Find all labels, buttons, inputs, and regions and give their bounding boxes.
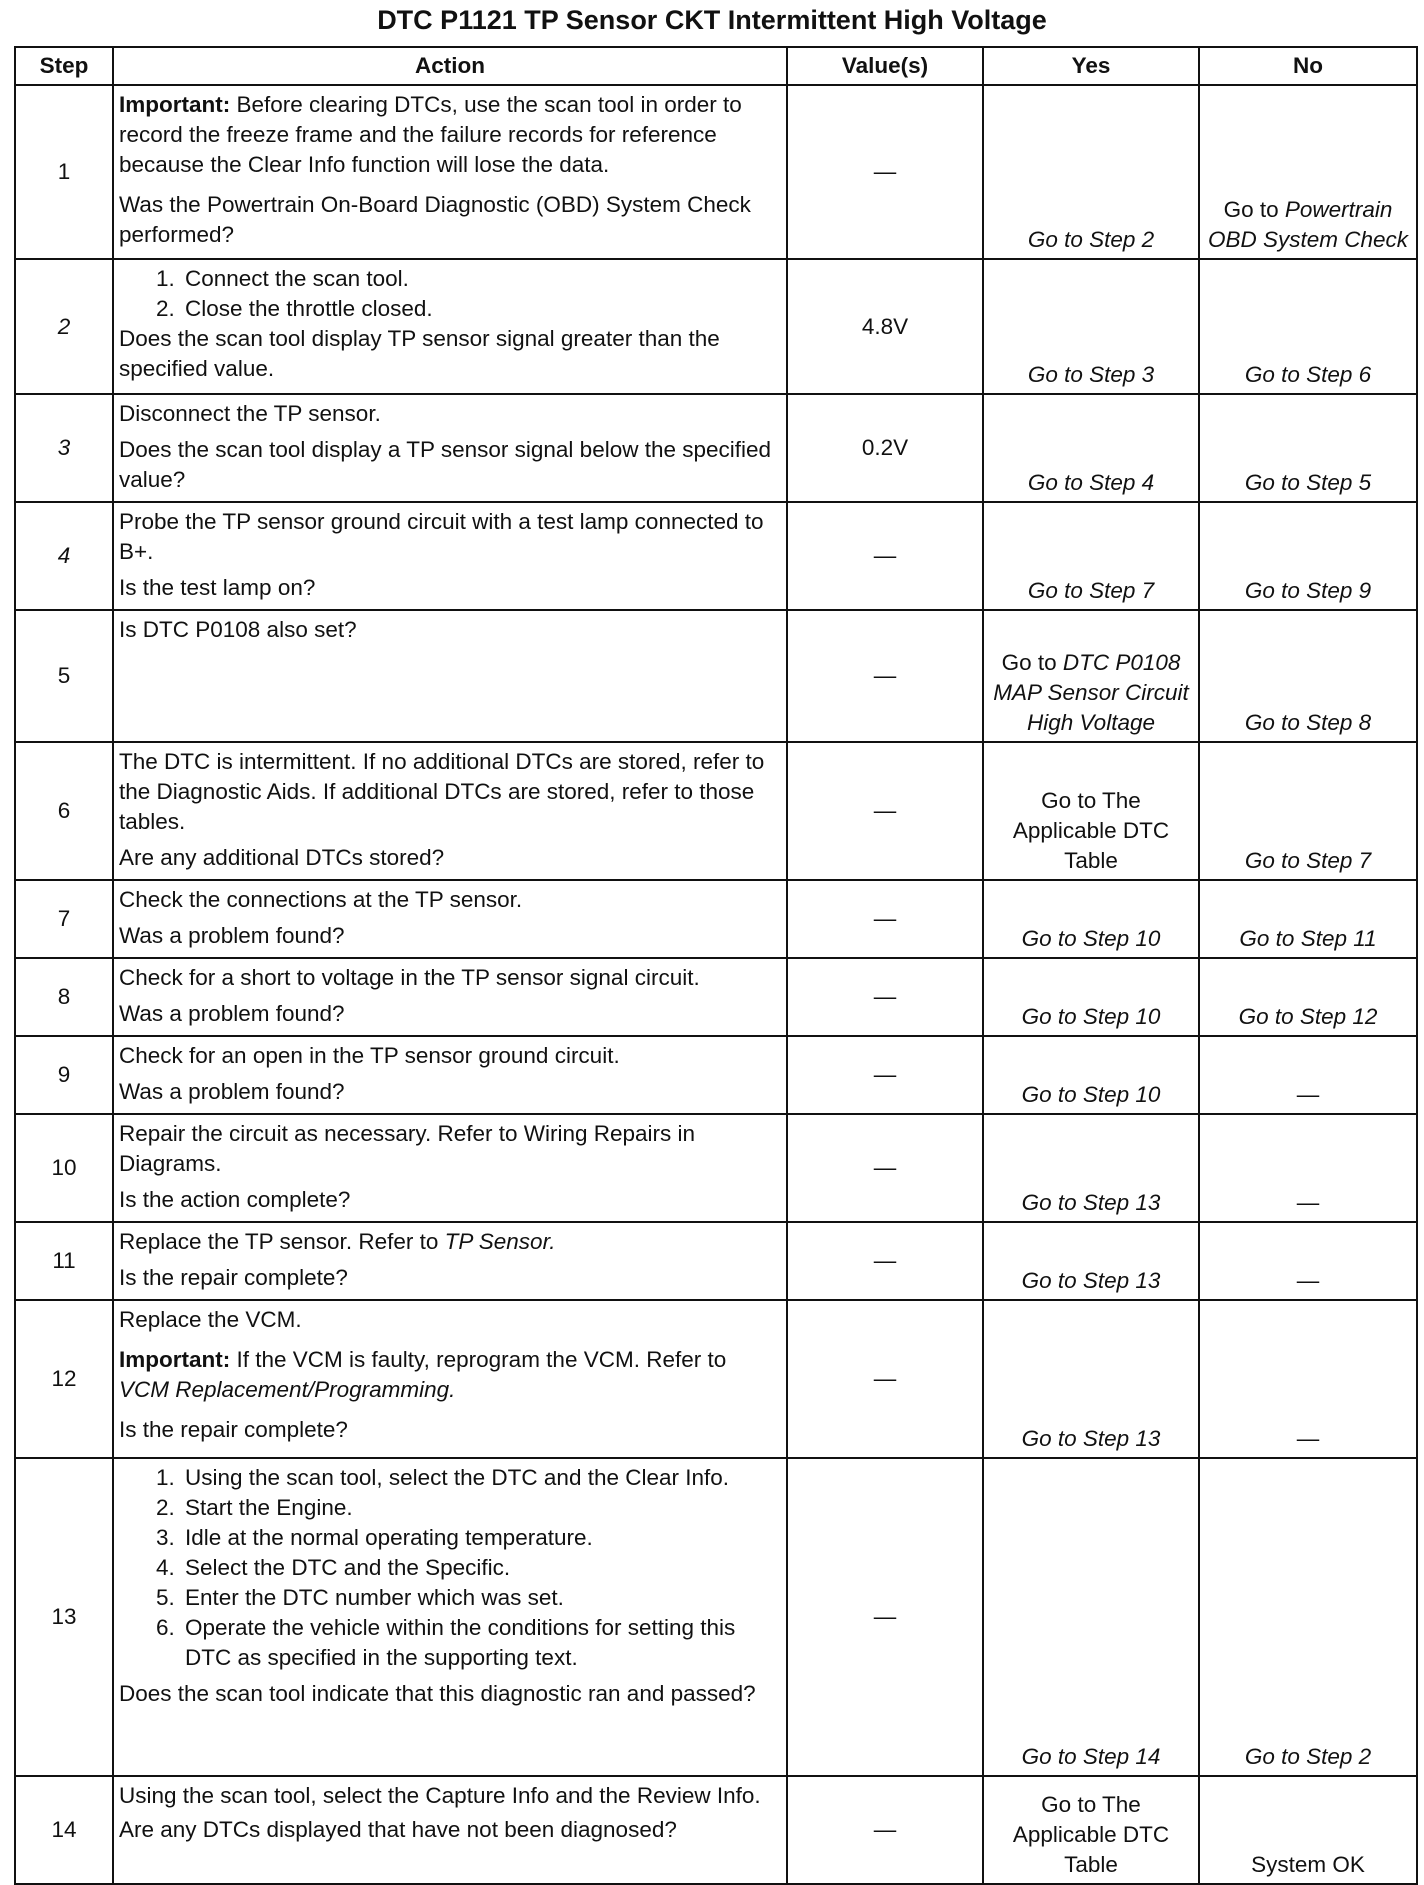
no-cell: Go to Step 8 [1199, 610, 1417, 742]
no-cell: — [1199, 1114, 1417, 1222]
action-text: Using the scan tool, select the Capture Info and the Review Info. [119, 1783, 761, 1808]
value-cell: 4.8V [787, 259, 983, 394]
header-step: Step [15, 47, 113, 85]
important-label: Important: [119, 92, 231, 117]
value-cell: — [787, 880, 983, 958]
action-cell [113, 1114, 787, 1222]
value-cell: — [787, 958, 983, 1036]
header-yes: Yes [983, 47, 1199, 85]
value-cell: — [787, 85, 983, 259]
step-number: 10 [15, 1114, 113, 1222]
action-cell [113, 502, 787, 610]
step-number: 2 [15, 259, 113, 394]
action-question: Is the test lamp on? [119, 575, 316, 600]
value-cell: — [787, 1458, 983, 1776]
action-question: Does the scan tool display TP sensor signal greater than the specified value. [119, 326, 720, 381]
yes-cell: Go to Step 10 [983, 958, 1199, 1036]
value-cell: — [787, 1036, 983, 1114]
action-list [119, 264, 781, 324]
yes-prefix: Go to [1001, 650, 1063, 675]
no-prefix: Go to [1223, 197, 1285, 222]
no-cell: — [1199, 1300, 1417, 1458]
table-row [15, 1300, 1417, 1458]
yes-cell: Go to The Applicable DTC Table [983, 742, 1199, 880]
table-row [15, 394, 1417, 502]
value-cell: — [787, 742, 983, 880]
action-question: Was a problem found? [119, 1001, 345, 1026]
no-cell: — [1199, 1222, 1417, 1300]
action-question: Was a problem found? [119, 923, 345, 948]
list-item: 3. Idle at the normal operating temperature. [181, 1523, 781, 1553]
important-link: VCM Replacement/Programming. [119, 1377, 456, 1402]
action-text [119, 1227, 781, 1257]
action-question: Does the scan tool display a TP sensor signal below the specified value? [119, 437, 772, 492]
yes-cell: Go to Step 13 [983, 1300, 1199, 1458]
yes-cell: Go to Step 13 [983, 1114, 1199, 1222]
action-cell [113, 958, 787, 1036]
step-number: 12 [15, 1300, 113, 1458]
step-number: 7 [15, 880, 113, 958]
list-item: 6. Operate the vehicle within the conditions for setting this DTC as specified in the supporting text. [181, 1613, 781, 1673]
important-note [119, 1345, 781, 1405]
yes-cell: Go to The Applicable DTC Table [983, 1776, 1199, 1884]
action-cell [113, 1222, 787, 1300]
table-row [15, 610, 1417, 742]
action-text-link: TP Sensor. [444, 1229, 556, 1254]
yes-cell: Go to Step 7 [983, 502, 1199, 610]
action-question: Was the Powertrain On-Board Diagnostic (OBD) System Check performed? [119, 192, 751, 247]
value-cell: — [787, 1114, 983, 1222]
value-cell: — [787, 1776, 983, 1884]
value-cell: — [787, 1300, 983, 1458]
action-text: Check the connections at the TP sensor. [119, 887, 523, 912]
step-number: 11 [15, 1222, 113, 1300]
yes-cell: Go to Step 14 [983, 1458, 1199, 1776]
action-question: Is the repair complete? [119, 1265, 348, 1290]
yes-cell: Go to Step 3 [983, 259, 1199, 394]
action-text: Check for a short to voltage in the TP sensor signal circuit. [119, 965, 700, 990]
action-cell [113, 610, 787, 742]
yes-cell: Go to Step 10 [983, 1036, 1199, 1114]
yes-cell: Go to Step 13 [983, 1222, 1199, 1300]
table-row [15, 1036, 1417, 1114]
action-cell [113, 259, 787, 394]
no-cell: Go to Step 2 [1199, 1458, 1417, 1776]
no-link: Powertrain OBD System Check [1207, 197, 1409, 252]
no-cell: Go to Step 12 [1199, 958, 1417, 1036]
table-row [15, 880, 1417, 958]
table-row [15, 1776, 1417, 1884]
action-cell [113, 394, 787, 502]
yes-cell [983, 610, 1199, 742]
list-item: 4. Select the DTC and the Specific. [181, 1553, 781, 1583]
table-row [15, 742, 1417, 880]
no-cell [1199, 85, 1417, 259]
step-number: 3 [15, 394, 113, 502]
action-text: Disconnect the TP sensor. [119, 401, 381, 426]
value-cell: — [787, 610, 983, 742]
action-text: Check for an open in the TP sensor ground circuit. [119, 1043, 620, 1068]
no-cell: Go to Step 5 [1199, 394, 1417, 502]
important-text: If the VCM is faulty, reprogram the VCM. Refer to [230, 1347, 727, 1372]
header-action: Action [113, 47, 787, 85]
value-cell: — [787, 502, 983, 610]
list-item: 5. Enter the DTC number which was set. [181, 1583, 781, 1613]
no-cell: System OK [1199, 1776, 1417, 1884]
action-cell [113, 1036, 787, 1114]
table-row [15, 1222, 1417, 1300]
no-cell: Go to Step 6 [1199, 259, 1417, 394]
action-question: Is the repair complete? [119, 1417, 348, 1442]
table-row [15, 85, 1417, 259]
header-row [15, 47, 1417, 85]
no-cell: — [1199, 1036, 1417, 1114]
step-number: 5 [15, 610, 113, 742]
action-cell [113, 1458, 787, 1776]
action-text: Probe the TP sensor ground circuit with a test lamp connected to B+. [119, 509, 764, 564]
list-item: 1. Connect the scan tool. [181, 264, 781, 294]
action-text: Replace the VCM. [119, 1307, 302, 1332]
action-question: Does the scan tool indicate that this diagnostic ran and passed? [119, 1681, 756, 1706]
no-cell: Go to Step 9 [1199, 502, 1417, 610]
action-question: Was a problem found? [119, 1079, 345, 1104]
dtc-table [14, 46, 1418, 1885]
step-number: 13 [15, 1458, 113, 1776]
step-number: 8 [15, 958, 113, 1036]
action-list [119, 1463, 781, 1673]
action-cell [113, 1776, 787, 1884]
important-text: Before clearing DTCs, use the scan tool in order to record the freeze frame and the failure records for reference because the Clear Info function will lose the data. [119, 92, 742, 177]
header-values: Value(s) [787, 47, 983, 85]
step-number: 9 [15, 1036, 113, 1114]
value-cell: 0.2V [787, 394, 983, 502]
no-cell: Go to Step 11 [1199, 880, 1417, 958]
action-text: The DTC is intermittent. If no additional DTCs are stored, refer to the Diagnostic Aids. If additional DTCs are stored, refer to those tables. [119, 749, 765, 834]
action-question: Is the action complete? [119, 1187, 351, 1212]
table-row [15, 502, 1417, 610]
yes-link: DTC P0108 MAP Sensor Circuit High Voltage [993, 650, 1189, 735]
action-question: Are any additional DTCs stored? [119, 845, 445, 870]
action-cell [113, 85, 787, 259]
action-text-prefix: Replace the TP sensor. Refer to [119, 1229, 445, 1254]
important-note [119, 90, 781, 180]
action-cell [113, 1300, 787, 1458]
step-number: 14 [15, 1776, 113, 1884]
yes-cell: Go to Step 2 [983, 85, 1199, 259]
step-number: 4 [15, 502, 113, 610]
step-number: 6 [15, 742, 113, 880]
yes-cell: Go to Step 4 [983, 394, 1199, 502]
yes-cell: Go to Step 10 [983, 880, 1199, 958]
list-item: 2. Start the Engine. [181, 1493, 781, 1523]
table-row [15, 1114, 1417, 1222]
table-row [15, 1458, 1417, 1776]
action-cell [113, 880, 787, 958]
page-title: DTC P1121 TP Sensor CKT Intermittent High Voltage [377, 5, 1047, 35]
step-number: 1 [15, 85, 113, 259]
action-cell [113, 742, 787, 880]
action-text: Repair the circuit as necessary. Refer to Wiring Repairs in Diagrams. [119, 1121, 696, 1176]
table-row [15, 958, 1417, 1036]
value-cell: — [787, 1222, 983, 1300]
no-cell: Go to Step 7 [1199, 742, 1417, 880]
important-label: Important: [119, 1347, 231, 1372]
table-row [15, 259, 1417, 394]
action-question: Are any DTCs displayed that have not been diagnosed? [119, 1817, 677, 1842]
list-item: 2. Close the throttle closed. [181, 294, 781, 324]
list-item: 1. Using the scan tool, select the DTC and the Clear Info. [181, 1463, 781, 1493]
action-text: Is DTC P0108 also set? [119, 617, 357, 642]
header-no: No [1199, 47, 1417, 85]
